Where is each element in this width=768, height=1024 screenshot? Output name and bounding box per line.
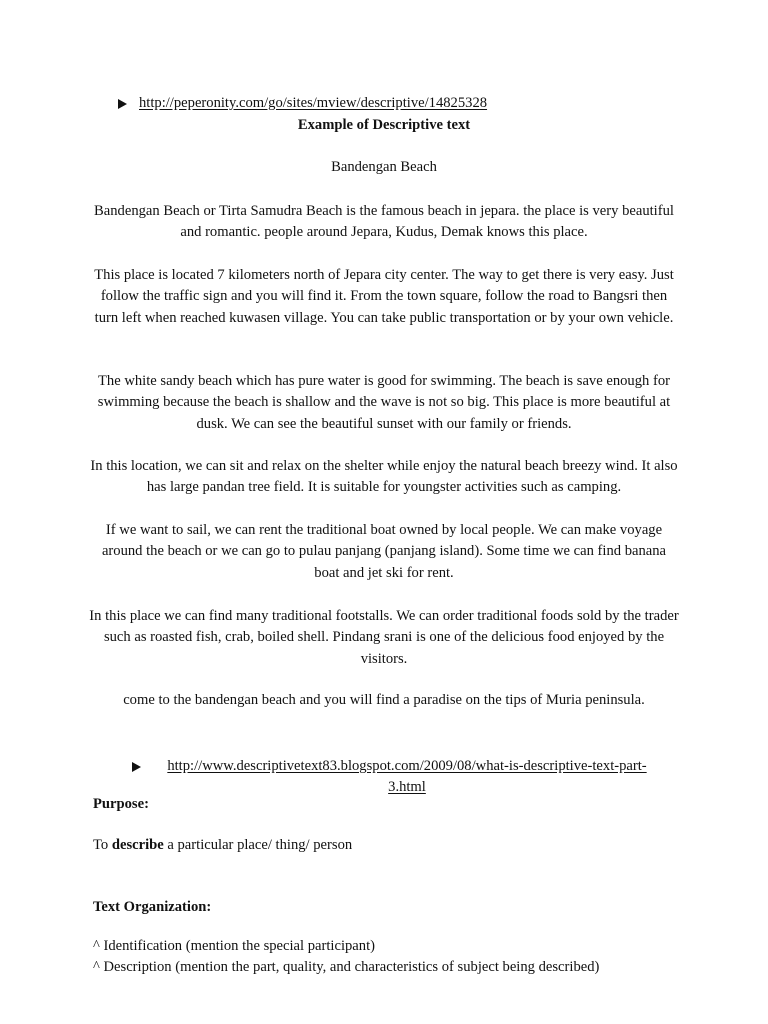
purpose-bold-word: describe <box>111 837 164 853</box>
paragraph-2: This place is located 7 kilometers north of Jepara city center. The way to get there is very easy. Just follow the traffic sign and you will find it. From the town square, follow the road to Bangsri then turn left when reached kuwasen village. You can take public transportation or by your own vehicle. <box>94 267 674 326</box>
paragraph-6: In this place we can find many traditional footstalls. We can order traditional foods sold by the trader such as roasted fish, crab, boiled shell. Pindang srani is one of the delicious food enjoyed by the visitors. <box>89 608 679 667</box>
purpose-prefix: To <box>93 837 112 853</box>
purpose-suffix: a particular place/ thing/ person <box>163 837 353 853</box>
paragraph-3: The white sandy beach which has pure water is good for swimming. The beach is save enough for swimming because the beach is shallow and the wave is not so big. This place is more beautiful at dusk. We can see the beautiful sunset with our family or friends. <box>97 373 671 432</box>
arrow-bullet-icon <box>132 762 141 772</box>
reference-url-2-line-1[interactable]: http://www.descriptivetext83.blogspot.com/2009/08/what-is-descriptive-text-part- <box>167 758 647 774</box>
text-organization-heading: Text Organization: <box>93 899 212 915</box>
reference-link-1 <box>118 95 487 112</box>
example-title: Example of Descriptive text <box>297 117 471 133</box>
text-title: Bandengan Beach <box>331 159 437 175</box>
reference-url-1[interactable]: http://peperonity.com/go/sites/mview/descriptive/14825328 <box>139 95 488 111</box>
paragraph-4: In this location, we can sit and relax on the shelter while enjoy the natural beach breezy wind. It also has large pandan tree field. It is suitable for youngster activities such as camping. <box>90 458 678 496</box>
purpose-text <box>93 835 352 856</box>
paragraph-5: If we want to sail, we can rent the traditional boat owned by local people. We can make voyage around the beach or we can go to pulau panjang (panjang island). Some time we can find banana boat and jet ski for rent. <box>101 522 667 581</box>
paragraph-7: come to the bandengan beach and you will find a paradise on the tips of Muria peninsula. <box>123 692 645 708</box>
purpose-heading: Purpose: <box>93 796 149 812</box>
paragraph-1: Bandengan Beach or Tirta Samudra Beach is the famous beach in jepara. the place is very beautiful and romantic. people around Jepara, Kudus, Demak knows this place. <box>94 203 674 241</box>
organization-item-2: ^ Description (mention the part, quality, and characteristics of subject being described) <box>93 959 600 975</box>
organization-item-1: ^ Identification (mention the special participant) <box>93 938 375 954</box>
arrow-bullet-icon <box>118 99 127 109</box>
reference-url-2-line-2[interactable]: 3.html <box>388 779 426 795</box>
